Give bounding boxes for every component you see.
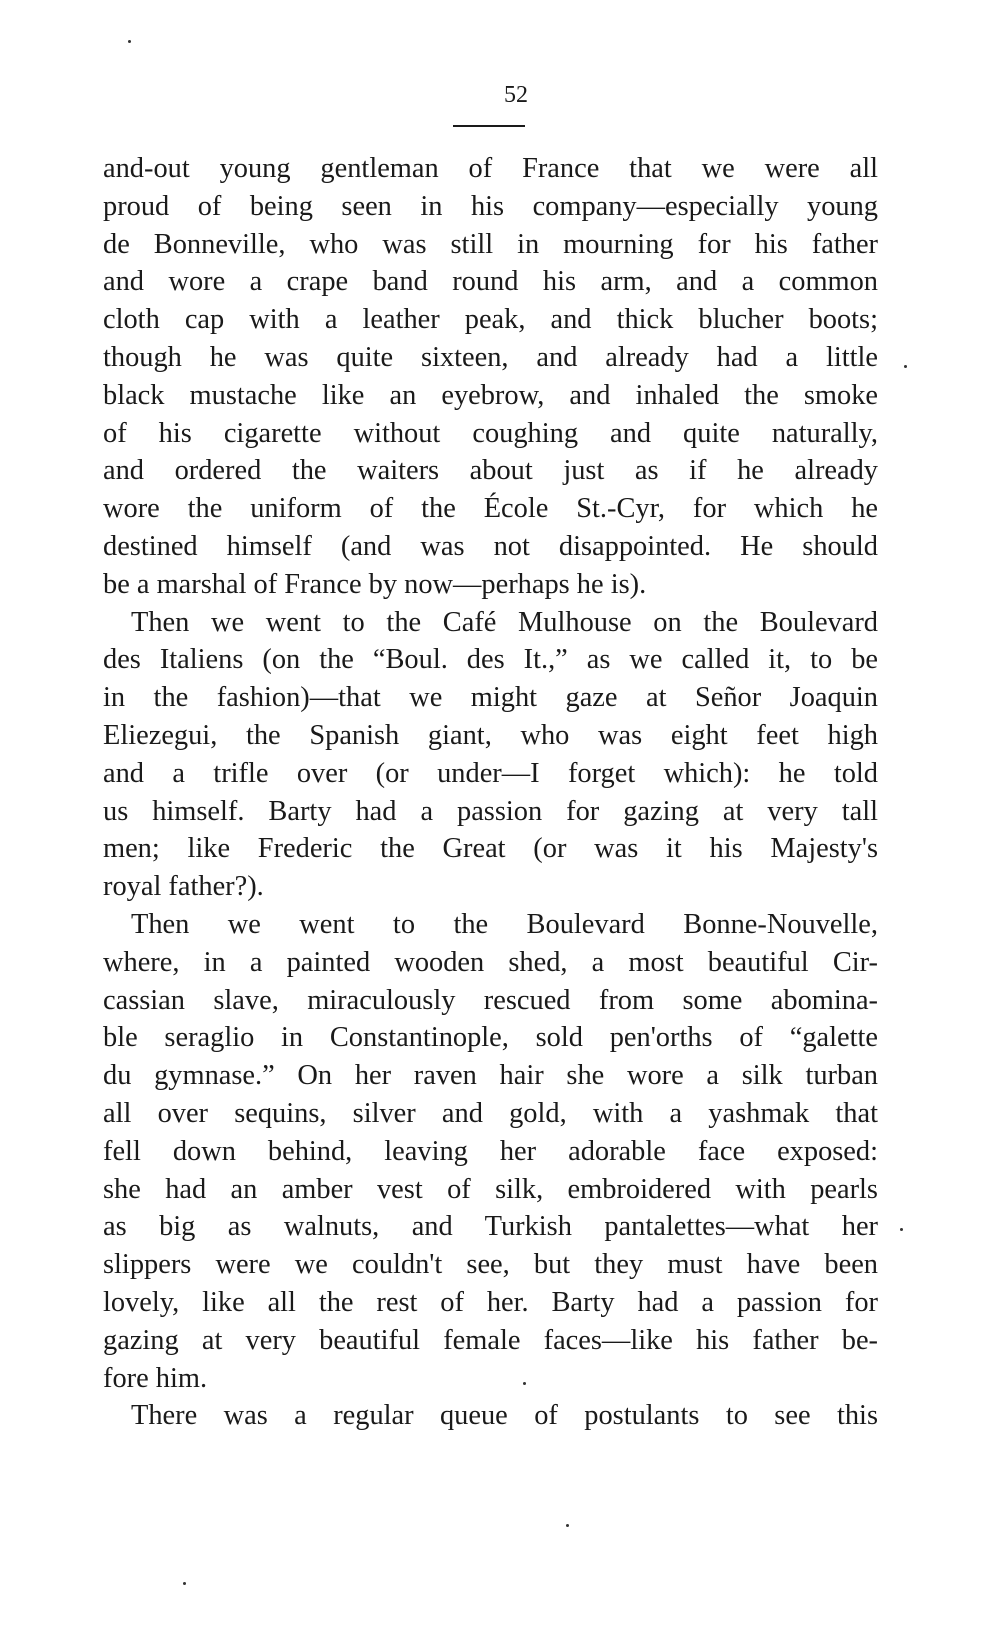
text-line: du gymnase.” On her raven hair she wore a silk turban (103, 1060, 878, 1092)
text-line: fell down behind, leaving her adorable face exposed: (103, 1135, 878, 1167)
text-line: de Bonneville, who was still in mourning for his father (103, 228, 878, 260)
scan-speck (904, 365, 907, 368)
scan-speck (566, 1524, 569, 1527)
text-line: and wore a crape band round his arm, and a common (103, 266, 878, 298)
text-line: us himself. Barty had a passion for gazing at very tall (103, 795, 878, 827)
text-line: des Italiens (on the “Boul. des It.,” as we called it, to be (103, 644, 878, 676)
text-line: where, in a painted wooden shed, a most beautiful Cir- (103, 946, 878, 978)
text-line: destined himself (and was not disappointed. He should (103, 530, 878, 562)
text-line: lovely, like all the rest of her. Barty had a passion for (103, 1286, 878, 1318)
text-line: cassian slave, miraculously rescued from some abomina- (103, 984, 878, 1016)
text-line: Eliezegui, the Spanish giant, who was eight feet high (103, 719, 878, 751)
text-line: she had an amber vest of silk, embroidered with pearls (103, 1173, 878, 1205)
scan-speck (900, 1228, 903, 1231)
text-line: all over sequins, silver and gold, with a yashmak that (103, 1097, 878, 1129)
text-line: though he was quite sixteen, and already had a little (103, 341, 878, 373)
text-line: men; like Frederic the Great (or was it his Majesty's (103, 833, 878, 865)
text-line: wore the uniform of the École St.-Cyr, for which he (103, 493, 878, 525)
scan-speck (523, 1382, 526, 1385)
text-line: and a trifle over (or under—I forget which): he told (103, 757, 878, 789)
page-number: 52 (504, 82, 528, 108)
scan-speck (183, 1582, 186, 1585)
text-line: slippers were we couldn't see, but they must have been (103, 1249, 878, 1281)
text-line: be a marshal of France by now—perhaps he is). (103, 568, 647, 600)
text-line: gazing at very beautiful female faces—like his father be- (103, 1324, 878, 1356)
text-line: and ordered the waiters about just as if he already (103, 455, 878, 487)
text-line: Then we went to the Boulevard Bonne-Nouvelle, (131, 908, 878, 940)
text-line: of his cigarette without coughing and quite naturally, (103, 417, 878, 449)
text-line: ble seraglio in Constantinople, sold pen'orths of “galette (103, 1022, 878, 1054)
text-line: There was a regular queue of postulants to see this (131, 1400, 878, 1432)
text-line: as big as walnuts, and Turkish pantalettes—what her (103, 1211, 878, 1243)
text-line: fore him. (103, 1362, 208, 1394)
text-line: black mustache like an eyebrow, and inhaled the smoke (103, 379, 878, 411)
text-line: royal father?). (103, 871, 264, 903)
text-line: in the fashion)—that we might gaze at Señor Joaquin (103, 682, 878, 714)
text-line: cloth cap with a leather peak, and thick blucher boots; (103, 304, 878, 336)
scan-speck (128, 40, 131, 43)
text-line: Then we went to the Café Mulhouse on the Boulevard (131, 606, 878, 638)
text-line: and-out young gentleman of France that we were all (103, 153, 878, 184)
header-rule (453, 125, 525, 127)
text-line: proud of being seen in his company—especially young (103, 190, 878, 222)
body-text (103, 150, 878, 1435)
